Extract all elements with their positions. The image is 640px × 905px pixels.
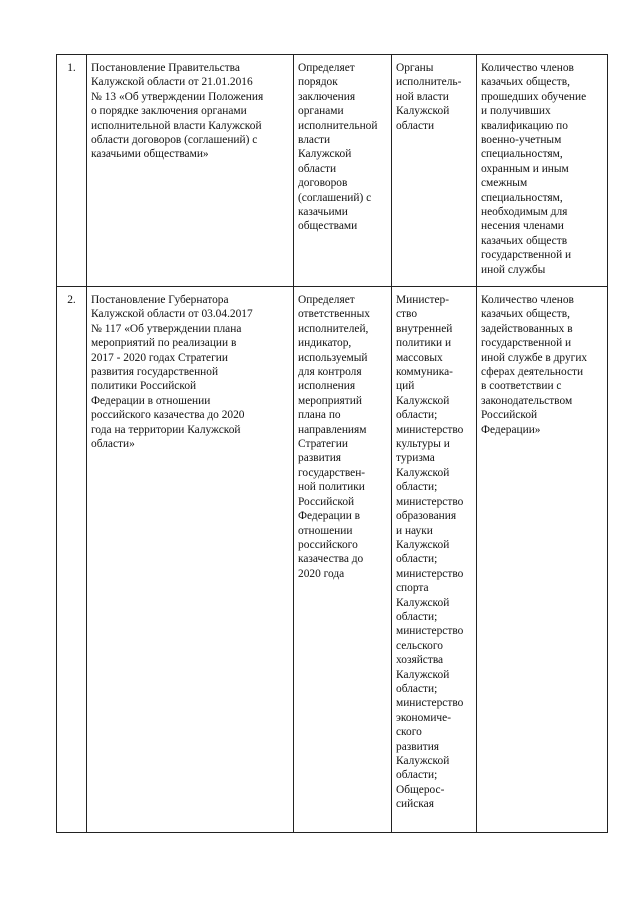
description-cell: Определяет ответственных исполнителей, индикатор, используемый для контроля исполнения мероприятий плана по направлениям Стратегии развития государствен- ной политики Российской Федерации в отношении российского казачества до 2020 года	[294, 287, 392, 833]
indicator-cell: Количество членов казачьих обществ, прошедших обучение и получивших квалификацию по военно-учетным специальностям, охранным и иным смежным специальностям, необходимым для несения членами казачьих обществ государственной и иной службы	[477, 55, 608, 287]
table-row	[57, 55, 608, 287]
row-number: 1.	[57, 55, 87, 287]
legal-act-cell: Постановление Правительства Калужской области от 21.01.2016 № 13 «Об утверждении Положения о порядке заключения органами исполнительной власти Калужской области договоров (соглашений) с казачьими обществами»	[87, 55, 294, 287]
legal-act-cell: Постановление Губернатора Калужской области от 03.04.2017 № 117 «Об утверждении плана мероприятий по реализации в 2017 - 2020 годах Стратегии развития государственной политики Российской Федерации в отношении российского казачества до 2020 года на территории Калужской области»	[87, 287, 294, 833]
indicator-cell: Количество членов казачьих обществ, задействованных в государственной и иной службе в других сферах деятельности в соответствии с законодательством Российской Федерации»	[477, 287, 608, 833]
row-number: 2.	[57, 287, 87, 833]
legal-acts-table	[56, 54, 608, 833]
responsible-organ-cell: Органы исполнитель- ной власти Калужской области	[392, 55, 477, 287]
description-cell: Определяет порядок заключения органами исполнительной власти Калужской области договоров (соглашений) с казачьими обществами	[294, 55, 392, 287]
responsible-organ-cell: Министер- ство внутренней политики и массовых коммуника- ций Калужской области; министерство культуры и туризма Калужской области; министерство образования и науки Калужской области; министерство спорта Калужской области; министерство сельского хозяйства Калужской области; министерство экономиче- ского развития Калужской области; Общерос- сийская	[392, 287, 477, 833]
table-row	[57, 287, 608, 833]
